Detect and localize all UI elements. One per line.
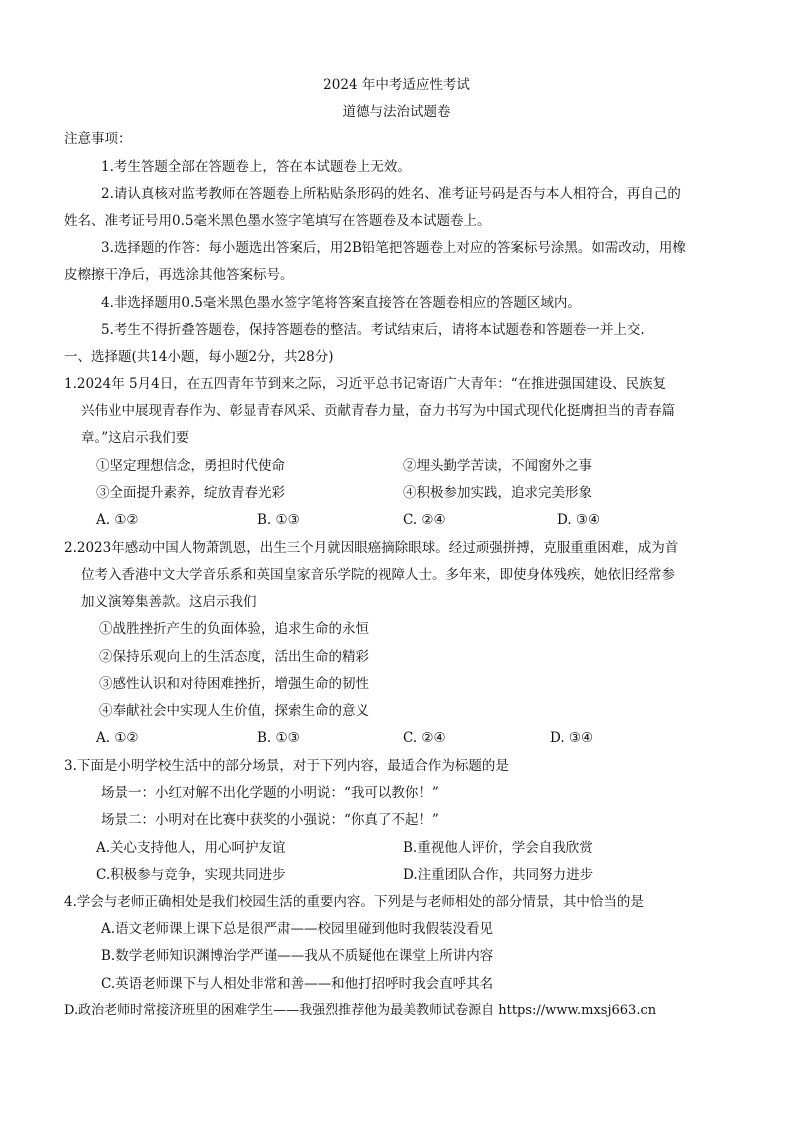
q1-stem-line: 章。”这启示我们要 [81, 430, 190, 446]
q2-option-c: C. ②④ [403, 730, 446, 746]
section-heading: 一、选择题(共14小题，每小题2分，共28分) [64, 349, 334, 365]
q4-stem-line: 4.学会与老师正确相处是我们校园生活的重要内容。下列是与老师相处的部分情景，其中恰当的是 [64, 894, 644, 910]
q2-statement-1: ①战胜挫折产生的负面体验，追求生命的永恒 [99, 621, 369, 637]
q2-stem-line: 位考入香港中文大学音乐系和英国皇家音乐学院的视障人士。多年来，即使身体残疾，她依旧经常参 [81, 567, 675, 583]
q3-stem-line: 3.下面是小明学校生活中的部分场景，对于下列内容，最适合作为标题的是 [64, 758, 509, 774]
q2-statement-3: ③感性认识和对待困难挫折，增强生命的韧性 [99, 676, 369, 692]
q2-option-b: B. ①③ [257, 730, 300, 746]
notice-item-5: 5.考生不得折叠答题卷，保持答题卷的整洁。考试结束后，请将本试题卷和答题卷一并上交. [101, 322, 645, 338]
notice-item-2-cont: 姓名、准考证号用0.5毫米黑色墨水签字笔填写在答题卷及本试题卷上。 [64, 213, 491, 229]
q3-option-c: C.积极参与竞争，实现共同进步 [96, 867, 286, 883]
q1-option-c: C. ②④ [403, 512, 446, 528]
q4-option-c: C.英语老师课下与人相处非常和善——和他打招呼时我会直呼其名 [101, 976, 494, 992]
notice-item-3: 3.选择题的作答：每小题选出答案后，用2B铅笔把答题卷上对应的答案标号涂黑。如需改动，用橡 [101, 240, 686, 256]
notice-item-4: 4.非选择题用0.5毫米黑色墨水签字笔将答案直接答在答题卷相应的答题区域内。 [101, 295, 581, 311]
q3-scene-2: 场景二：小明对在比赛中获奖的小强说：“你真了不起！” [101, 812, 439, 828]
q1-option-d: D. ③④ [557, 512, 601, 528]
q4-option-d: D.政治老师时常接济班里的困难学生——我强烈推荐他为最美教师试卷源自 https://www.mxsj663.cn [64, 1003, 657, 1018]
q2-option-a: A. ①② [96, 730, 139, 746]
q2-stem-line: 2.2023年感动中国人物萧凯恩，出生三个月就因眼癌摘除眼球。经过顽强拼搏，克服重重困难，成为首 [64, 540, 679, 556]
q1-statement-3: ③全面提升素养，绽放青春光彩 [96, 485, 285, 501]
exam-title: 2024 年中考适应性考试 [323, 77, 470, 93]
notice-item-1: 1.考生答题全部在答题卷上，答在本试题卷上无效。 [101, 159, 411, 175]
notice-heading: 注意事项： [64, 131, 132, 147]
exam-subtitle: 道德与法治试题卷 [342, 104, 451, 120]
q1-statement-1: ①坚定理想信念，勇担时代使命 [96, 458, 285, 474]
q1-option-a: A. ①② [96, 512, 139, 528]
q2-stem-line: 加义演筹集善款。这启示我们 [81, 594, 257, 610]
q3-scene-1: 场景一：小红对解不出化学题的小明说：“我可以教你！” [101, 785, 439, 801]
q1-statement-4: ④积极参加实践，追求完美形象 [403, 485, 592, 501]
notice-item-3-cont: 皮檫擦干净后，再选涂其他答案标号。 [64, 267, 294, 283]
q2-statement-4: ④奉献社会中实现人生价值，探索生命的意义 [99, 703, 369, 719]
q1-stem-line: 兴伟业中展现青春作为、彰显青春风采、贡献青春力量，奋力书写为中国式现代化挺膺担当的青春篇 [81, 403, 675, 419]
q1-option-b: B. ①③ [257, 512, 300, 528]
q3-option-b: B.重视他人评价，学会自我欣赏 [403, 840, 593, 856]
q2-option-d: D. ③④ [550, 730, 594, 746]
q3-option-d: D.注重团队合作，共同努力进步 [403, 867, 594, 883]
q1-stem-line: 1.2024年 5月4日，在五四青年节到来之际，习近平总书记寄语广大青年：“在推进强国建设、民族复 [64, 376, 667, 392]
q1-statement-2: ②埋头勤学苦读，不闻窗外之事 [403, 458, 592, 474]
q4-option-b: B.数学老师知识渊博治学严谨——我从不质疑他在课堂上所讲内容 [101, 948, 494, 964]
q2-statement-2: ②保持乐观向上的生活态度，活出生命的精彩 [99, 649, 369, 665]
q3-option-a: A.关心支持他人，用心呵护友谊 [96, 840, 286, 856]
q4-option-a: A.语文老师课上课下总是很严肃——校园里碰到他时我假装没看见 [101, 921, 494, 937]
notice-item-2: 2.请认真核对监考教师在答题卷上所粘贴条形码的姓名、准考证号码是否与本人相符合，再自己的 [101, 186, 681, 202]
